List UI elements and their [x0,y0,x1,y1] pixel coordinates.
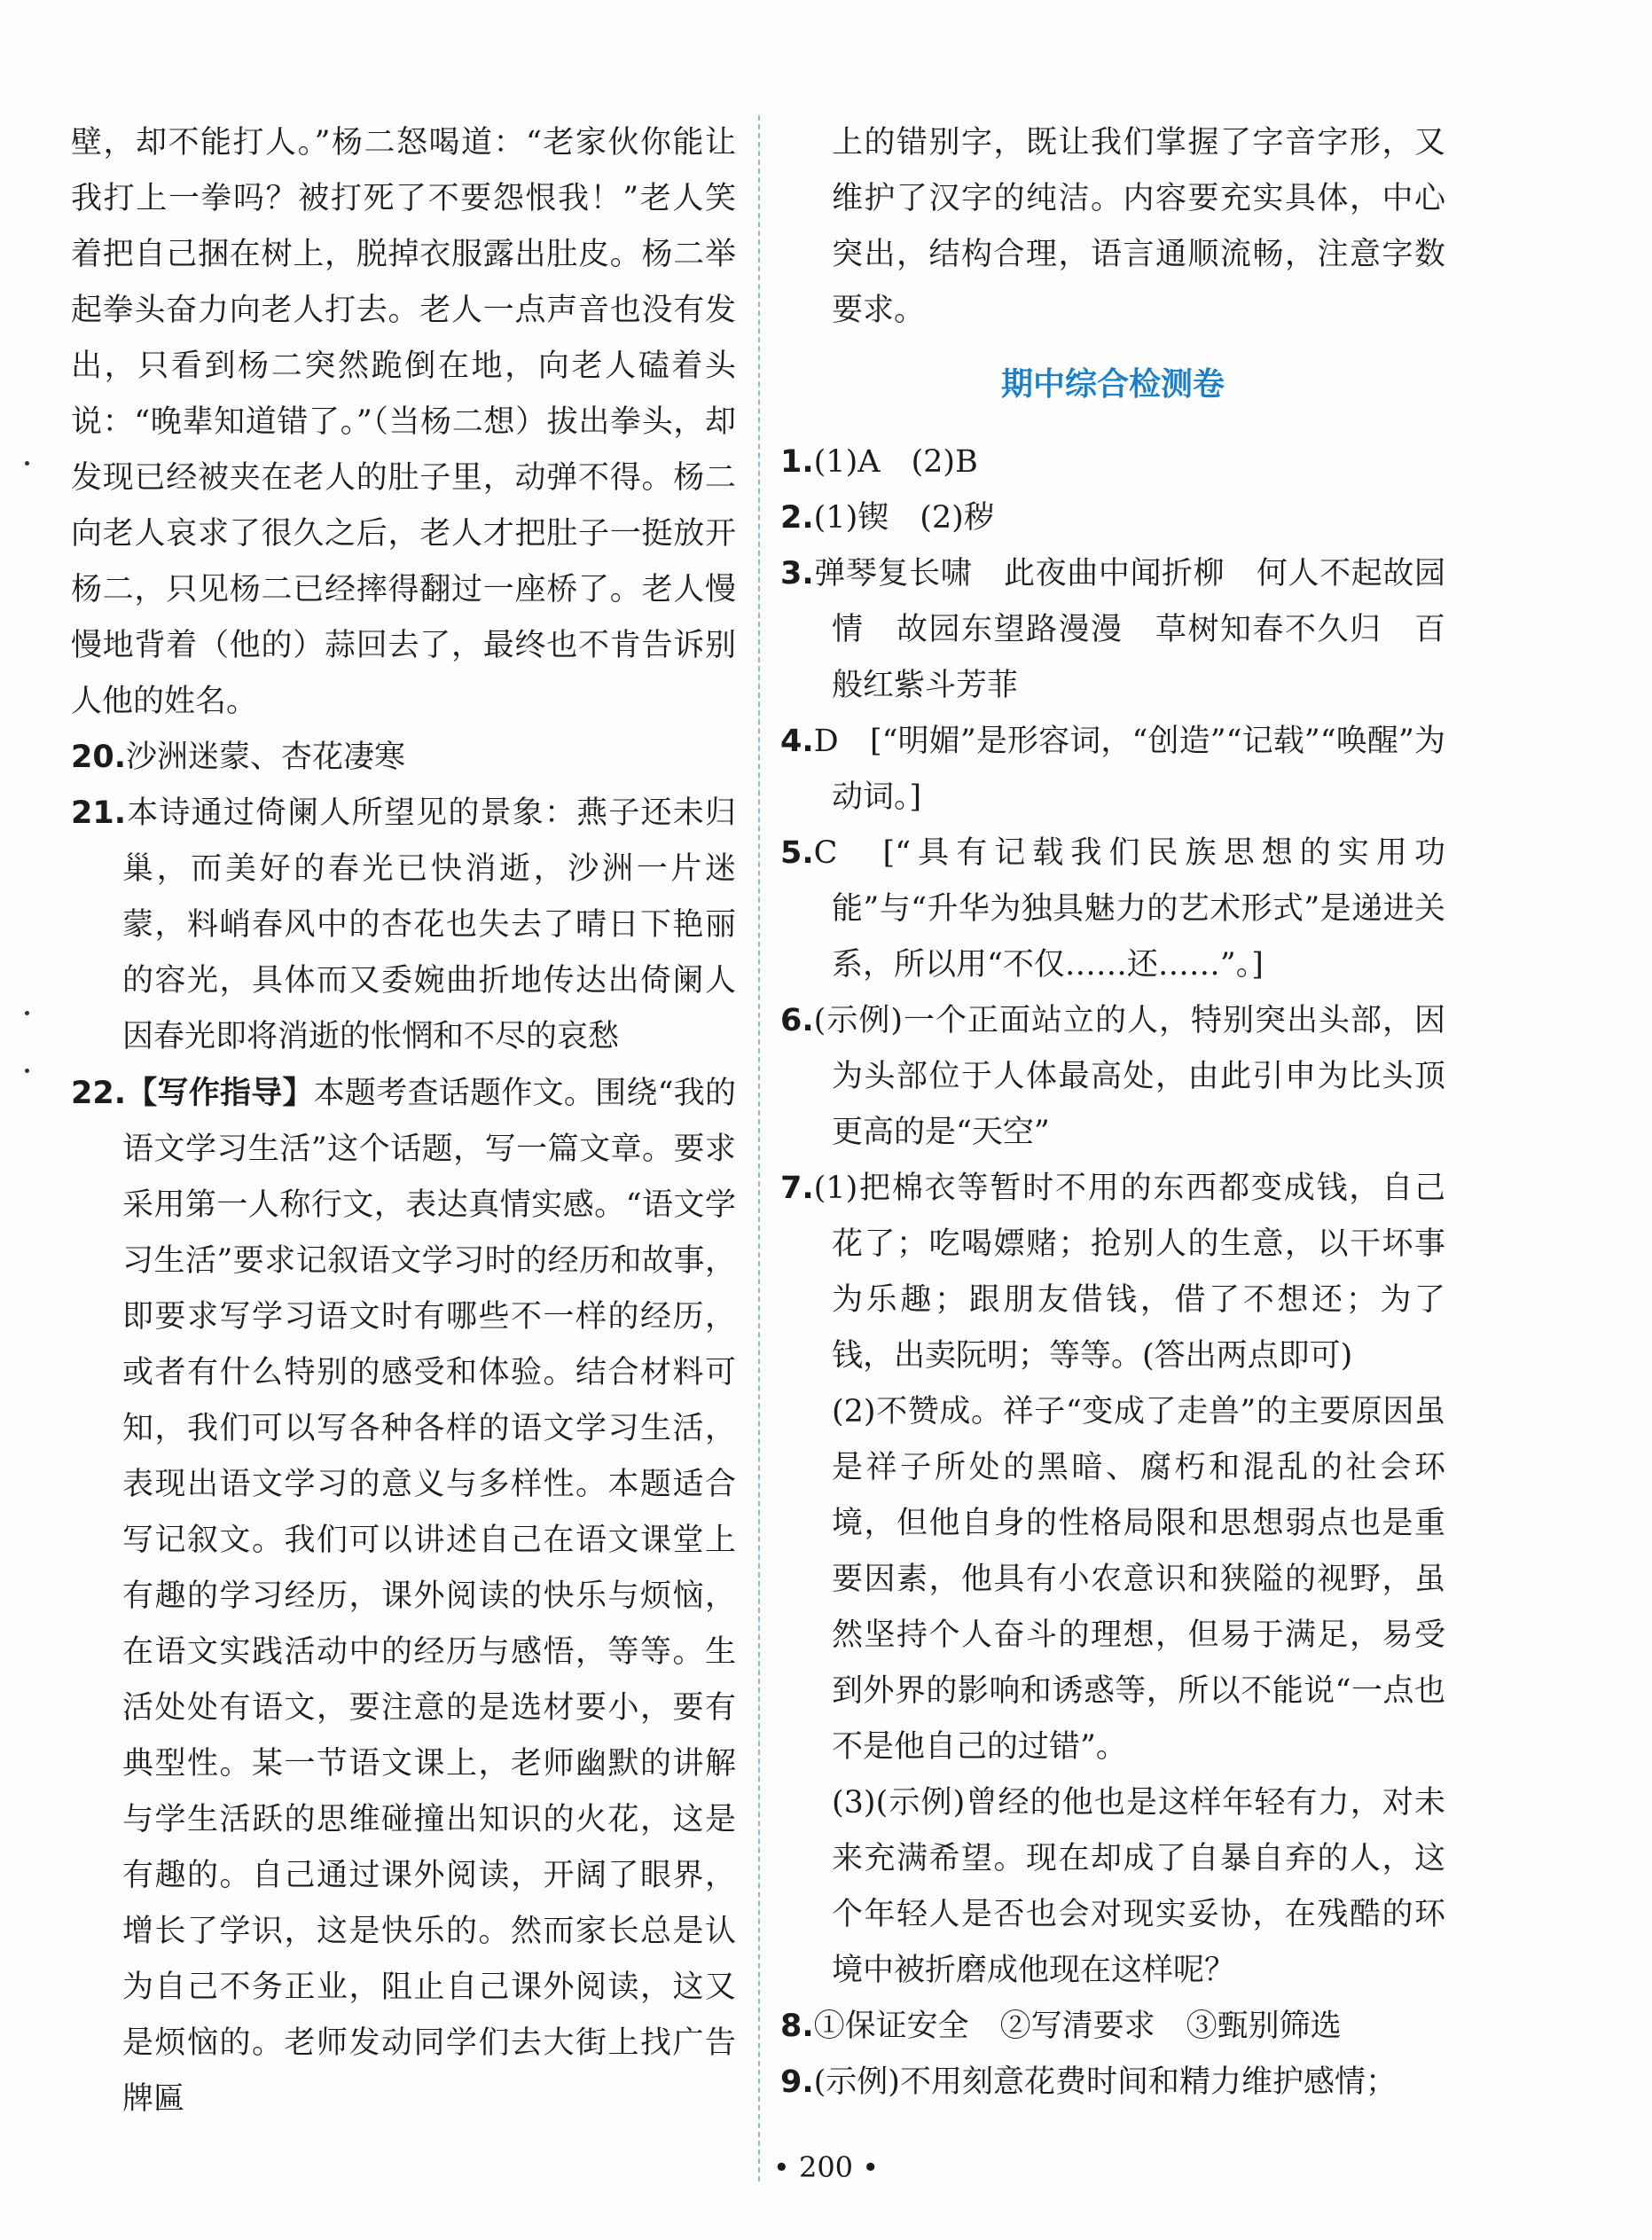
answer-text: D [“明媚”是形容词，“创造”“记载”“唤醒”为动词。] [813,724,1445,815]
answer-5 [780,826,1445,993]
answer-text: 沙洲迷蒙、杏花凄寒 [126,740,406,775]
answer-22 [71,1065,736,2127]
answer-2 [780,490,1445,546]
answer-7 [780,1161,1445,1384]
answer-6 [780,993,1445,1161]
answer-text: (示例)一个正面站立的人，特别突出头部，因为头部位于人体最高处，由此引申为比头顶更高的是“天空” [813,1003,1445,1150]
right-column [780,115,1445,2111]
left-column [71,115,736,2127]
question-number: 8. [780,2009,814,2044]
answer-4 [780,714,1445,826]
question-number: 22. [71,1076,127,1111]
page-number: • 200 • [772,2150,880,2184]
column-divider [758,115,760,2181]
answer-8 [780,1999,1445,2055]
answer-20 [71,730,736,786]
question-number: 9. [780,2064,814,2100]
answer-list [780,435,1445,1161]
question-number: 1. [780,444,814,480]
answer-text: (1)锲 (2)秽 [813,500,995,536]
question-number: 4. [780,724,814,759]
question-number: 3. [780,556,814,591]
answer-text: (示例)不用刻意花费时间和精力维护感情； [813,2064,1397,2100]
question-number: 5. [780,835,814,871]
section-title: 期中综合检测卷 [1000,366,1225,403]
answer-text: 弹琴复长啸 此夜曲中闻折柳 何人不起故园情 故园东望路漫漫 草树知春不久归 百般红紫斗芳菲 [813,556,1445,703]
margin-mark [25,1011,29,1015]
answer-7-part-3: (3)(示例)曾经的他也是这样年轻有力，对未来充满希望。现在却成了自暴自弃的人，这个年轻人是否也会对现实妥协，在残酷的环境中被折磨成他现在这样呢？ [832,1785,1445,1988]
question-number: 7. [780,1171,814,1206]
guide-continuation: 上的错别字，既让我们掌握了字音字形，又维护了汉字的纯洁。内容要充实具体，中心突出，结构合理，语言通顺流畅，注意字数要求。 [832,125,1445,328]
answer-text: (1)A (2)B [813,444,978,480]
question-number: 21. [71,795,127,831]
story-continuation: 壁，却不能打人。”杨二怒喝道：“老家伙你能让我打上一拳吗？被打死了不要怨恨我！”老人笑着把自己捆在树上，脱掉衣服露出肚皮。杨二举起拳头奋力向老人打去。老人一点声音也没有发出，只看到杨二突然跪倒在地，向老人磕着头说：“晚辈知道错了。”（当杨二想）拔出拳头，却发现已经被夹在老人的肚子里，动弹不得。杨二向老人哀求了很久之后，老人才把肚子一挺放开杨二，只见杨二已经摔得翻过一座桥了。老人慢慢地背着（他的）蒜回去了，最终也不肯告诉别人他的姓名。 [71,125,736,719]
answer-text: C [“具有记载我们民族思想的实用功能”与“升华为独具魅力的艺术形式”是递进关系，所以用“不仅……还……”。] [813,835,1445,983]
answer-21 [71,786,736,1065]
answer-text: ①保证安全 ②写清要求 ③甄别筛选 [813,2009,1342,2044]
answer-1 [780,435,1445,490]
answer-text: (1)把棉衣等暂时不用的东西都变成钱，自己花了；吃喝嫖赌；抢别人的生意，以干坏事为乐趣；跟朋友借钱，借了不想还；为了钱，出卖阮明；等等。(答出两点即可) [813,1171,1445,1374]
answer-text: 本题考查话题作文。围绕“我的语文学习生活”这个话题，写一篇文章。要求采用第一人称行文，表达真情实感。“语文学习生活”要求记叙语文学习时的经历和故事，即要求写学习语文时有哪些不一样的经历，或者有什么特别的感受和体验。结合材料可知，我们可以写各种各样的语文学习生活，表现出语文学习的意义与多样性。本题适合写记叙文。我们可以讲述自己在语文课堂上有趣的学习经历，课外阅读的快乐与烦恼，在语文实践活动中的经历与感悟，等等。生活处处有语文，要注意的是选材要小，要有典型性。某一节语文课上，老师幽默的讲解与学生活跃的思维碰撞出知识的火花，这是有趣的。自己通过课外阅读，开阔了眼界，增长了学识，这是快乐的。然而家长总是认为自己不务正业，阻止自己课外阅读，这又是烦恼的。老师发动同学们去大街上找广告牌匾 [122,1076,736,2117]
question-number: 2. [780,500,814,536]
answer-9 [780,2055,1445,2111]
writing-guide-tag: 【写作指导】 [126,1075,314,1111]
margin-mark [25,461,29,466]
question-number: 20. [71,740,127,775]
answer-7-part-2: (2)不赞成。祥子“变成了走兽”的主要原因虽是祥子所处的黑暗、腐朽和混乱的社会环境，但他自身的性格局限和思想弱点也是重要因素，他具有小农意识和狭隘的视野，虽然坚持个人奋斗的理想，但易于满足，易受到外界的影响和诱惑等，所以不能说“一点也不是他自己的过错”。 [832,1394,1445,1765]
margin-mark [25,1069,29,1073]
question-number: 6. [780,1003,814,1038]
answer-text: 本诗通过倚阑人所望见的景象：燕子还未归巢，而美好的春光已快消逝，沙洲一片迷蒙，料峭春风中的杏花也失去了晴日下艳丽的容光，具体而又委婉曲折地传达出倚阑人因春光即将消逝的怅惘和不尽的哀愁 [122,795,736,1054]
answer-3 [780,546,1445,714]
